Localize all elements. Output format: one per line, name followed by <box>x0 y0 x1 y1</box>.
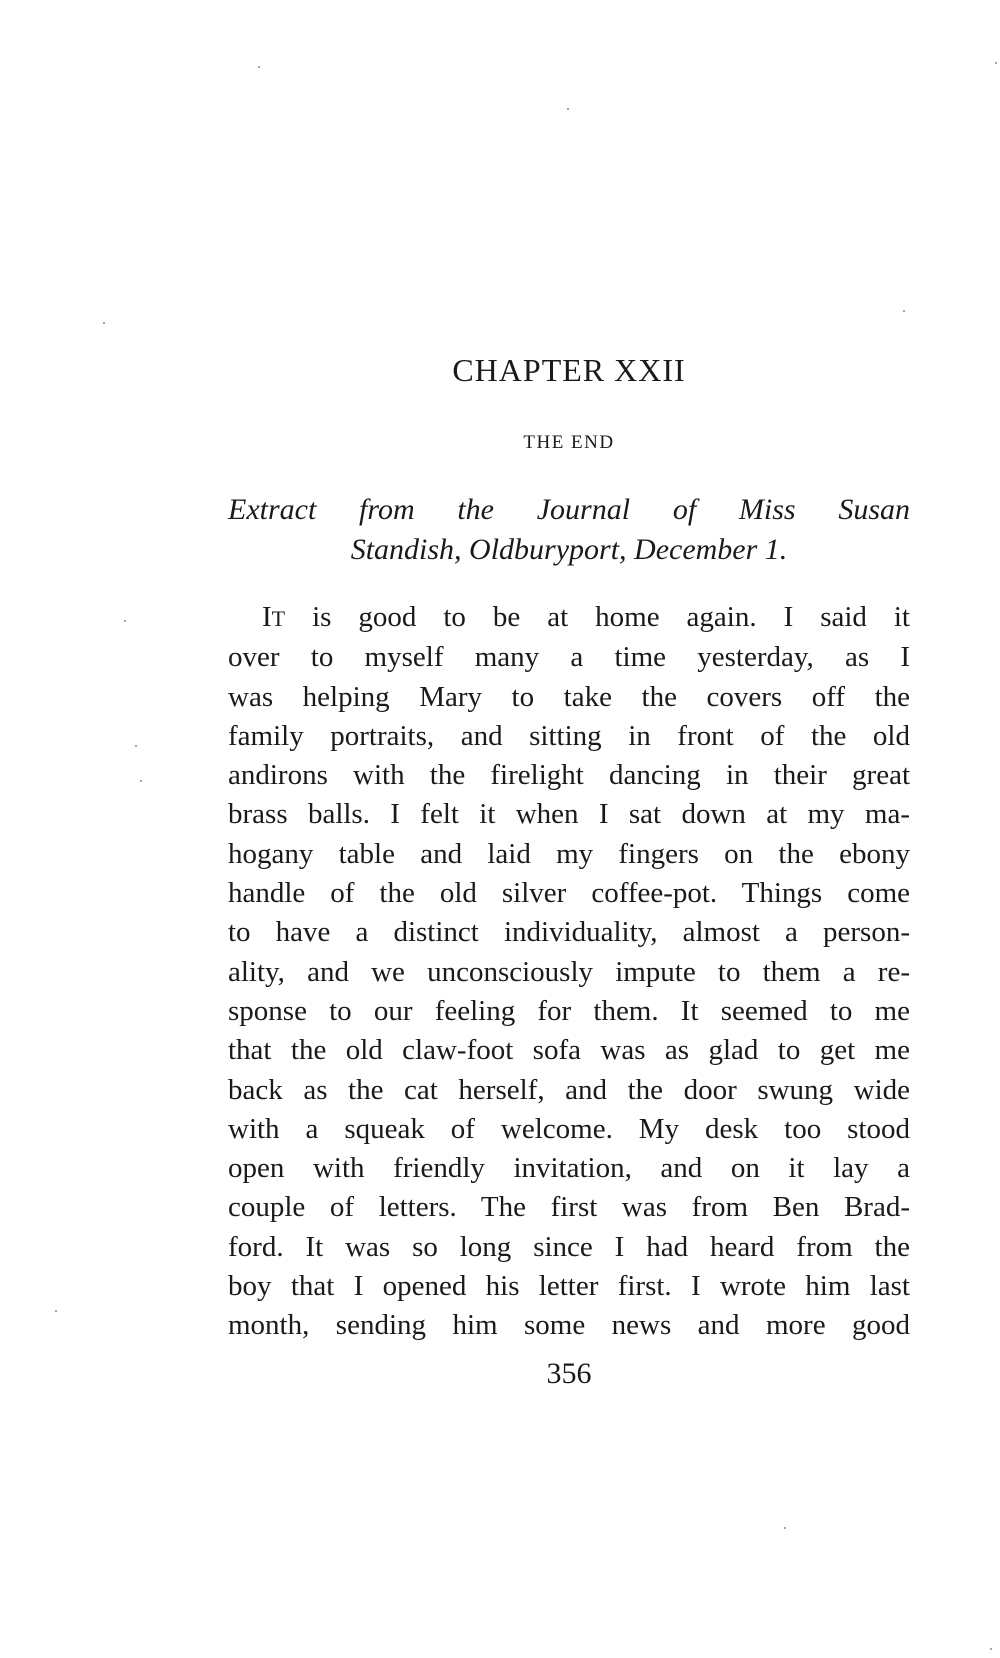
section-title: THE END <box>523 432 615 453</box>
text-line: ford. It was so long since I had heard from the <box>228 1230 910 1263</box>
text-line: month, sending him some news and more good <box>228 1309 910 1342</box>
scan-speck <box>903 310 905 312</box>
scan-speck <box>567 108 569 110</box>
text-line: was helping Mary to take the covers off the <box>228 680 910 713</box>
scan-speck <box>784 1527 786 1529</box>
scan-speck <box>995 62 997 64</box>
text-line: sponse to our feeling for them. It seemed to me <box>228 994 910 1027</box>
text-line-content: is good to be at home again. I said it <box>285 601 910 633</box>
subtitle-line-1: Extract from the Journal of Miss Susan <box>228 493 910 526</box>
text-line: to have a distinct individuality, almost a person- <box>228 916 910 949</box>
text-line: andirons with the firelight dancing in their great <box>228 759 910 792</box>
text-line: open with friendly invitation, and on it lay a <box>228 1152 910 1185</box>
scan-speck <box>135 745 137 747</box>
text-line: over to myself many a time yesterday, as I <box>228 641 910 674</box>
scan-speck <box>990 1648 992 1650</box>
text-line: back as the cat herself, and the door swung wide <box>228 1073 910 1106</box>
text-line: couple of letters. The first was from Ben Brad- <box>228 1191 910 1224</box>
scan-speck <box>258 66 260 68</box>
chapter-title: CHAPTER XXII <box>452 352 686 388</box>
scan-speck <box>124 620 126 622</box>
body-paragraph <box>228 598 910 1346</box>
scan-speck <box>55 1310 57 1312</box>
paragraph-indent <box>228 601 262 633</box>
text-line: that the old claw-foot sofa was as glad to get me <box>228 1034 910 1067</box>
scan-speck <box>103 322 105 324</box>
text-line: family portraits, and sitting in front of the old <box>228 719 910 752</box>
page-number: 356 <box>546 1357 592 1390</box>
scan-speck <box>140 780 142 782</box>
text-line <box>228 598 910 638</box>
journal-extract-heading <box>228 490 910 570</box>
text-line: hogany table and laid my fingers on the ebony <box>228 837 910 870</box>
text-line: boy that I opened his letter first. I wrote him last <box>228 1270 910 1303</box>
dropcap-word: IT <box>262 601 286 633</box>
text-line: handle of the old silver coffee-pot. Things come <box>228 877 910 910</box>
text-line: brass balls. I felt it when I sat down at my ma- <box>228 798 910 831</box>
text-line: ality, and we unconsciously impute to them a re- <box>228 955 910 988</box>
subtitle-line-2: Standish, Oldburyport, December 1. <box>350 533 788 566</box>
text-line: with a squeak of welcome. My desk too stood <box>228 1112 910 1145</box>
